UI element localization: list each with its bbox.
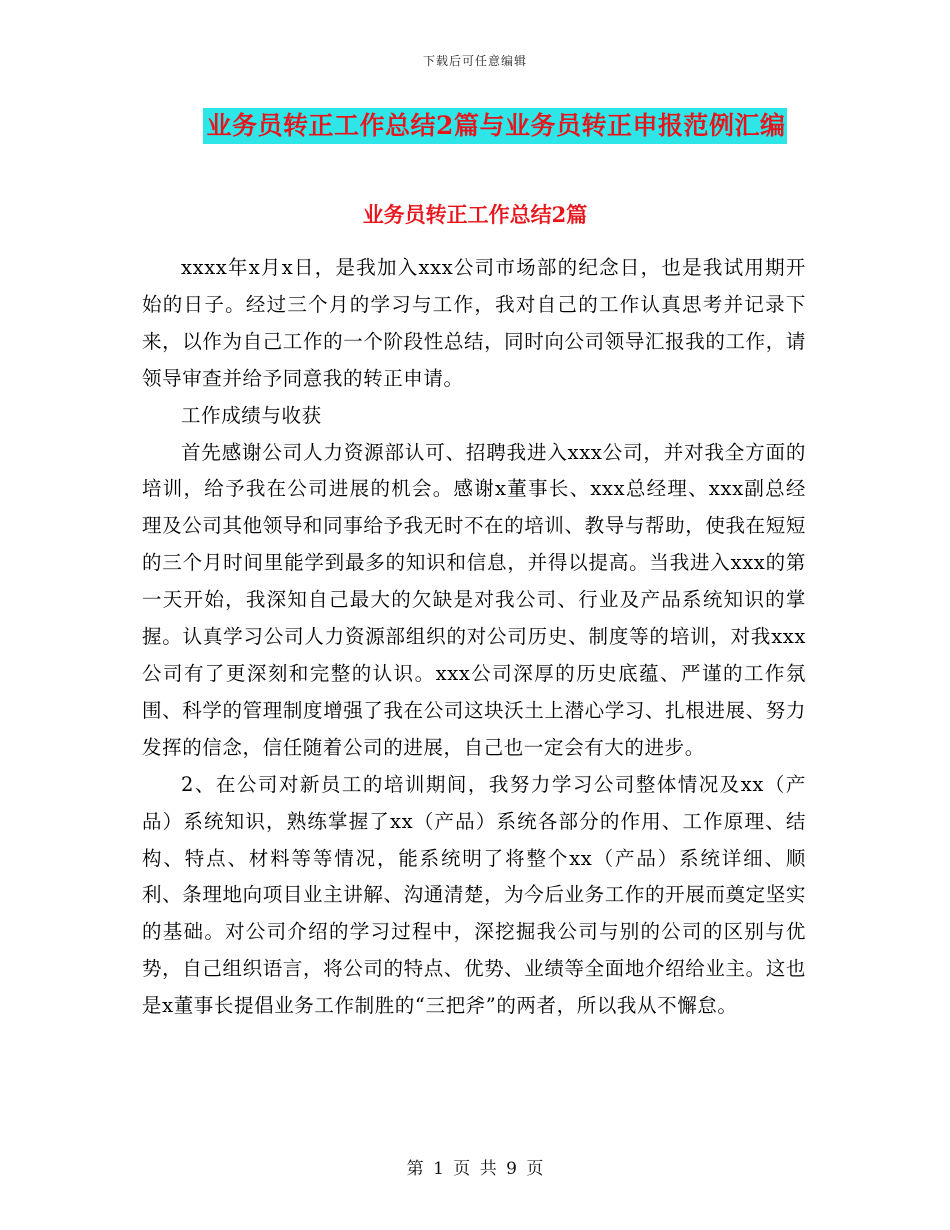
- header-note: 下载后可任意编辑: [422, 54, 527, 68]
- paragraph-heading: 工作成绩与收获: [181, 403, 322, 427]
- section-title: 业务员转正工作总结2篇: [362, 202, 588, 227]
- paragraph-gratitude: 首先感谢公司人力资源部认可、招聘我进入xxx公司，并对我全方面的培训，给予我在公司进展的机会。感谢x董事长、xxx总经理、xxx副总经理及公司其他领导和同事给予我无时不在的培训、教导与帮助，使我在短短的三个月时间里能学到最多的知识和信息，并得以提高。当我进入xxx的第一天开始，我深知自己最大的欠缺是对我公司、行业及产品系统知识的掌握。认真学习公司人力资源部组织的对公司历史、制度等的培训，对我xxx公司有了更深刻和完整的认识。xxx公司深厚的历史底蕴、严谨的工作氛围、科学的管理制度增强了我在公司这块沃土上潜心学习、扎根进展、努力发挥的信念，信任随着公司的进展，自己也一定会有大的进步。: [142, 440, 806, 759]
- main-title: 业务员转正工作总结2篇与业务员转正申报范例汇编: [203, 108, 788, 144]
- paragraph-intro: xxxx年x月x日，是我加入xxx公司市场部的纪念日，也是我试用期开始的日子。经过三个月的学习与工作，我对自己的工作认真思考并记录下来，以作为自己工作的一个阶段性总结，同时向公司领导汇报我的工作，请领导审查并给予同意我的转正申请。: [142, 256, 806, 390]
- main-title-container: [0, 108, 950, 144]
- page-footer: 第 1 页 共 9 页: [406, 1159, 544, 1179]
- document-body: [142, 250, 806, 1025]
- paragraph-training: 2、在公司对新员工的培训期间，我努力学习公司整体情况及xx（产品）系统知识，熟练掌握了xx（产品）系统各部分的作用、工作原理、结构、特点、材料等等情况，能系统明了将整个xx（产品）系统详细、顺利、条理地向项目业主讲解、沟通清楚，为今后业务工作的开展而奠定坚实的基础。对公司介绍的学习过程中，深挖掘我公司与别的公司的区别与优势，自己组织语言，将公司的特点、优势、业绩等全面地介绍给业主。这也是x董事长提倡业务工作制胜的“三把斧”的两者，所以我从不懈怠。: [142, 772, 806, 1018]
